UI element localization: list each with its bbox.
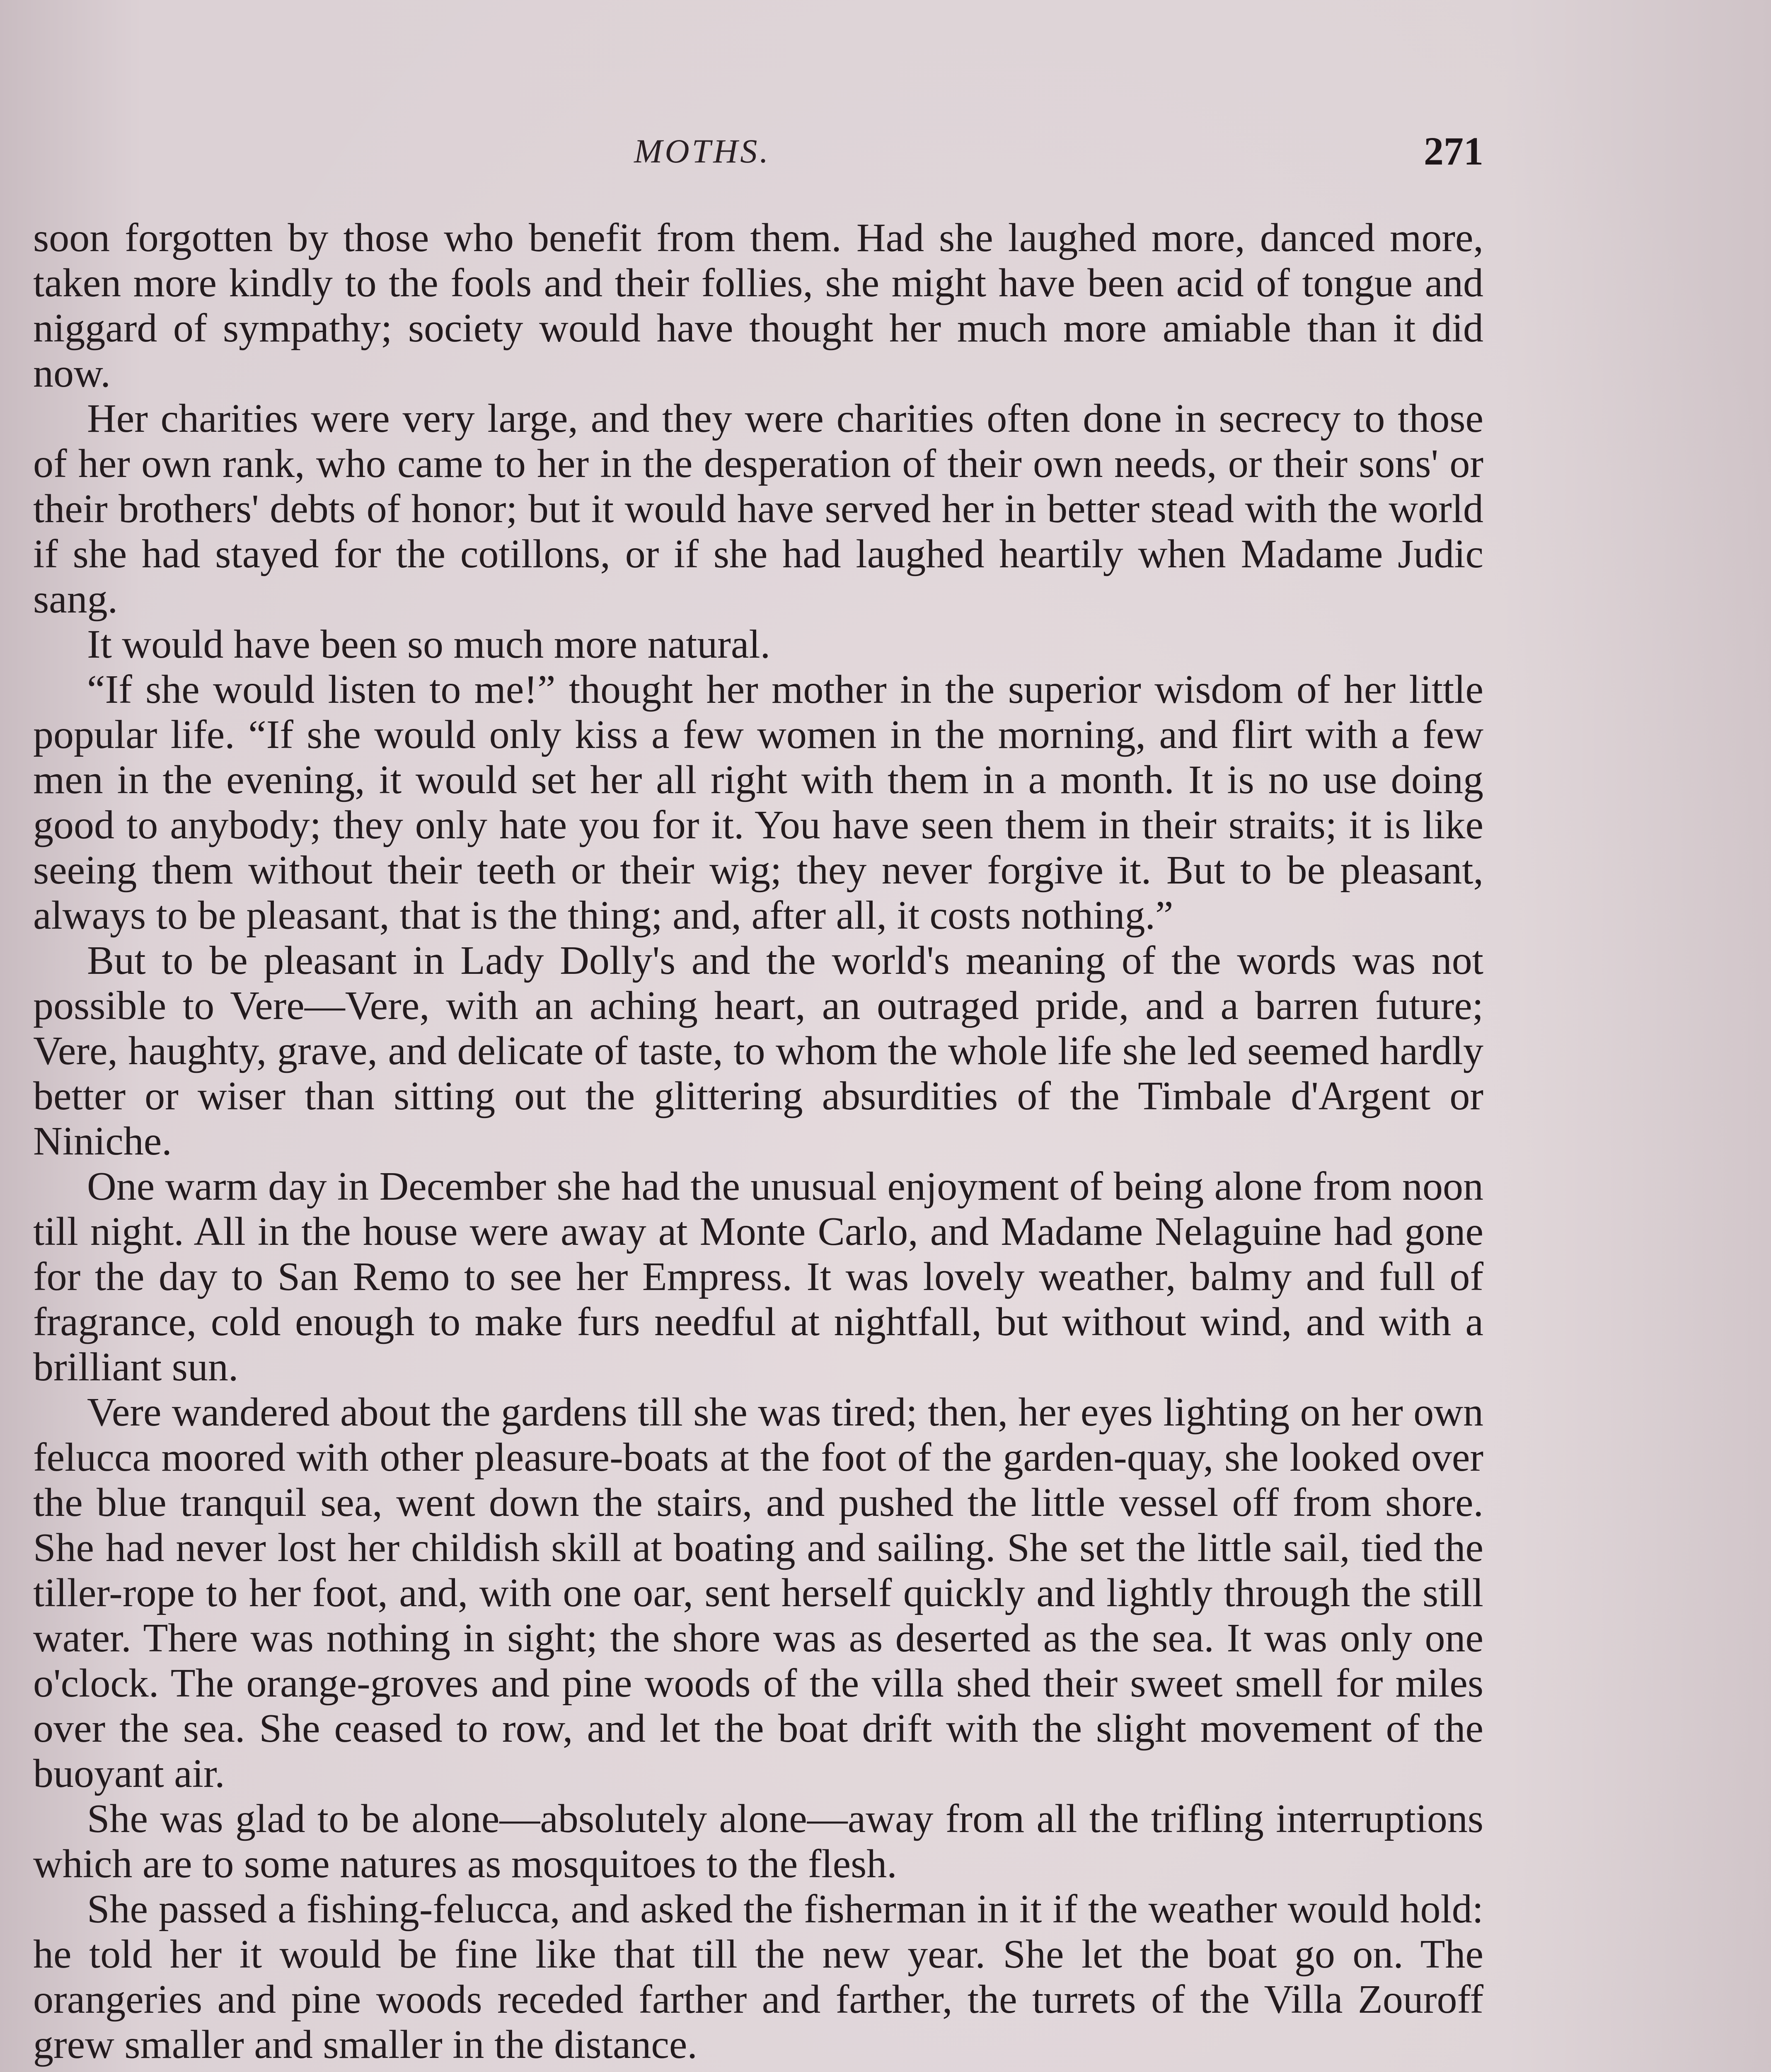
paragraph-3: It would have been so much more natural. bbox=[87, 622, 771, 667]
paragraph-9: She passed a fishing-felucca, and asked the fisherman in it if the weather would hold: he told her it would be fine like that till the new year. She let the boat go on. The orangeries and pine woods receded farther and farther, the turrets of the Villa Zouroff grew smaller and smaller in the distance. bbox=[33, 1887, 1483, 2067]
paragraph-2: Her charities were very large, and they were charities often done in secrecy to those of her own rank, who came to her in the desperation of their own needs, or their sons' or their brothers' debts of honor; but it would have served her in better stead with the world if she had stayed for the cotillons, or if she had laughed heartily when Madame Judic sang. bbox=[33, 396, 1483, 622]
running-head bbox=[33, 124, 1483, 178]
paragraph-7: Vere wandered about the gardens till she was tired; then, her eyes lighting on her own felucca moored with other pleasure-boats at the foot of the garden-quay, she looked over the blue tranquil sea, went down the stairs, and pushed the little vessel off from shore. She had never lost her childish skill at boating and sailing. She set the little sail, tied the tiller-rope to her foot, and, with one oar, sent herself quickly and lightly through the still water. There was nothing in sight; the shore was as deserted as the sea. It was only one o'clock. The orange-groves and pine woods of the villa shed their sweet smell for miles over the sea. She ceased to row, and let the boat drift with the slight movement of the buoyant air. bbox=[33, 1390, 1483, 1796]
paragraph-5: But to be pleasant in Lady Dolly's and the world's meaning of the words was not possible to Vere—Vere, with an aching heart, an outraged pride, and a barren future; Vere, haughty, grave, and delicate of taste, to whom the whole life she led seemed hardly better or wiser than sitting out the glittering absurdities of the Timbale d'Argent or Niniche. bbox=[33, 938, 1483, 1164]
running-title: MOTHS. bbox=[634, 132, 771, 170]
paragraph-1: soon forgotten by those who benefit from them. Had she laughed more, danced more, taken more kindly to the fools and their follies, she might have been acid of tongue and niggard of sympathy; society would have thought her much more amiable than it did now. bbox=[33, 215, 1483, 396]
paragraph-6: One warm day in December she had the unusual enjoyment of being alone from noon till night. All in the house were away at Monte Carlo, and Madame Nelaguine had gone for the day to San Remo to see her Empress. It was lovely weather, balmy and full of fragrance, cold enough to make furs needful at nightfall, but without wind, and with a brilliant sun. bbox=[33, 1164, 1483, 1389]
paragraph-8: She was glad to be alone—absolutely alone—away from all the trifling interruptions which are to some natures as mosquitoes to the flesh. bbox=[33, 1796, 1483, 1886]
paragraph-4: “If she would listen to me!” thought her mother in the superior wisdom of her little popular life. “If she would only kiss a few women in the morning, and flirt with a few men in the evening, it would set her all right with them in a month. It is no use doing good to anybody; they only hate you for it. You have seen them in their straits; it is like seeing them without their teeth or their wig; they never forgive it. But to be pleasant, always to be pleasant, that is the thing; and, after all, it costs nothing.” bbox=[33, 667, 1483, 938]
body-text bbox=[33, 215, 1483, 2067]
page-number: 271 bbox=[1424, 129, 1483, 173]
